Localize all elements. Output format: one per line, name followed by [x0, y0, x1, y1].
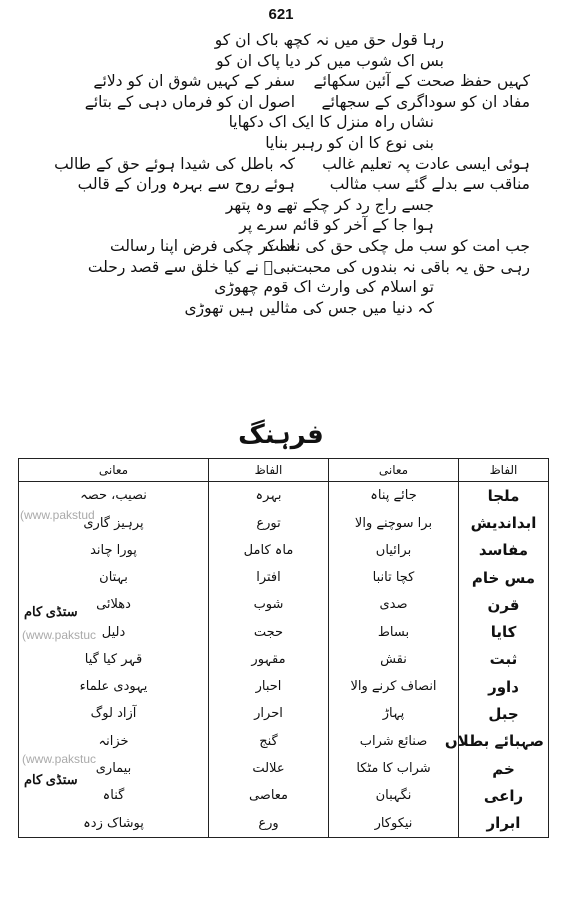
glossary-word: خم	[459, 755, 549, 782]
glossary-word: صہبائے بطلاں	[459, 728, 549, 755]
verse-first-half: کہ دنیا میں جس کی مثالیں ہیں تھوڑی	[184, 298, 434, 317]
glossary-word: تورع	[209, 509, 329, 536]
glossary-meaning: نیکوکار	[329, 809, 459, 837]
glossary-word: گنج	[209, 728, 329, 755]
verse-second-half: سفر کے کہیں شوق ان کو دلائے	[93, 72, 295, 91]
glossary-row	[19, 482, 549, 510]
watermark-text: (www.pakstud	[20, 508, 95, 522]
glossary-meaning: پہاڑ	[329, 700, 459, 727]
glossary-row	[19, 646, 549, 673]
verse-first-half: مناقب سے بدلے گئے سب مثالب	[329, 175, 530, 194]
glossary-meaning: دلیل	[19, 618, 209, 645]
glossary-meaning: شراب کا مٹکا	[329, 755, 459, 782]
glossary-word: شوب	[209, 591, 329, 618]
glossary-word: علالت	[209, 755, 329, 782]
poem	[30, 30, 530, 318]
glossary-word: ثبت	[459, 646, 549, 673]
verse-first-half: جسے راج رد کر چکے تھے وہ پتھر	[225, 195, 434, 214]
verse-first-half: نشاں راہ منزل کا ایک اک دکھایا	[228, 113, 434, 132]
glossary-row	[19, 782, 549, 809]
verse-first-half: بس اک شوب میں کر دیا پاک ان کو	[216, 51, 444, 70]
glossary-meaning: آزاد لوگ	[19, 700, 209, 727]
glossary-meaning: کچا تانبا	[329, 564, 459, 591]
glossary-meaning: نقش	[329, 646, 459, 673]
glossary-word: احبار	[209, 673, 329, 700]
verse-first-half: ہوا جا کے آخر کو قائم سرے پر	[239, 216, 434, 235]
glossary-meaning: بہتان	[19, 564, 209, 591]
verse-first-half: مفاد ان کو سوداگری کے سجھائے	[321, 92, 530, 111]
glossary-title: فرہنگ	[238, 420, 324, 450]
glossary-word: مس خام	[459, 564, 549, 591]
watermark-text: (www.pakstuc	[22, 628, 97, 642]
glossary-table	[18, 458, 549, 838]
glossary-row	[19, 509, 549, 536]
glossary-word: ابداندیش	[459, 509, 549, 536]
glossary-meaning: یہودی علماء	[19, 673, 209, 700]
verse-line	[30, 71, 530, 92]
glossary-meaning: پورا چاند	[19, 537, 209, 564]
glossary-meaning: بساط	[329, 618, 459, 645]
glossary-word: معاصی	[209, 782, 329, 809]
verse-second-half: ادا کر چکی فرض اپنا رسالت	[109, 236, 295, 255]
glossary-word: داور	[459, 673, 549, 700]
verse-line	[30, 154, 530, 175]
verse-line	[30, 133, 530, 154]
glossary-word: احرار	[209, 700, 329, 727]
glossary-row	[19, 755, 549, 782]
glossary-word: ملجا	[459, 482, 549, 510]
glossary-word: ابرار	[459, 809, 549, 837]
glossary-word: افترا	[209, 564, 329, 591]
glossary-word: قرن	[459, 591, 549, 618]
glossary-row	[19, 591, 549, 618]
glossary-row	[19, 618, 549, 645]
glossary-word: مقہور	[209, 646, 329, 673]
header-words-1: الفاظ	[459, 459, 549, 482]
glossary-meaning: خزانہ	[19, 728, 209, 755]
glossary-row	[19, 537, 549, 564]
verse-first-half: تو اسلام کی وارث اک قوم چھوڑی	[214, 278, 434, 297]
glossary-word: حجت	[209, 618, 329, 645]
header-meanings-1: معانی	[329, 459, 459, 482]
verse-line	[30, 277, 530, 298]
verse-first-half: بنی نوع کا ان کو رہبر بنایا	[265, 133, 434, 152]
verse-second-half: نبیؐ نے کیا خلق سے قصد رحلت	[87, 257, 295, 276]
glossary-meaning: انصاف کرنے والا	[329, 673, 459, 700]
verse-first-half: جب امت کو سب مل چکی حق کی نعمت	[264, 236, 530, 255]
glossary-meaning: قہر کیا گیا	[19, 646, 209, 673]
verse-line	[30, 236, 530, 257]
verse-second-half: اصول ان کو فرماں دہی کے بتائے	[84, 92, 295, 111]
verse-second-half: کہ باطل کی شیدا ہوئے حق کے طالب	[54, 154, 295, 173]
watermark-text: ستڈی کام	[24, 772, 78, 787]
verse-line	[30, 92, 530, 113]
glossary-meaning: صنائع شراب	[329, 728, 459, 755]
watermark-text: (www.pakstuc	[22, 752, 97, 766]
watermark-text: ستڈی کام	[24, 604, 78, 619]
glossary-meaning: نصیب، حصہ	[19, 482, 209, 510]
verse-first-half: ہوئی ایسی عادت پہ تعلیم غالب	[322, 154, 530, 173]
glossary-meaning: صدی	[329, 591, 459, 618]
glossary-row	[19, 673, 549, 700]
verse-line	[30, 30, 530, 51]
glossary-word: کایا	[459, 618, 549, 645]
glossary-word: جبل	[459, 700, 549, 727]
glossary-row	[19, 809, 549, 837]
verse-second-half: ہوئے روح سے بہرہ وران کے قالب	[77, 175, 295, 194]
glossary-meaning: جائے پناہ	[329, 482, 459, 510]
verse-line	[30, 257, 530, 278]
verse-first-half: رہی حق یہ باقی نہ بندوں کی محبت	[292, 257, 530, 276]
glossary-meaning: گناہ	[19, 782, 209, 809]
glossary-word: راعی	[459, 782, 549, 809]
glossary-row	[19, 564, 549, 591]
glossary-word: مفاسد	[459, 537, 549, 564]
verse-line	[30, 215, 530, 236]
page-number: 621	[268, 6, 294, 23]
verse-first-half: رہا قول حق میں نہ کچھ باک ان کو	[214, 31, 444, 49]
verse-line	[30, 195, 530, 216]
glossary-word: ورع	[209, 809, 329, 837]
header-meanings-2: معانی	[19, 459, 209, 482]
verse-line	[30, 112, 530, 133]
glossary-meaning: پوشاک زدہ	[19, 809, 209, 837]
glossary-meaning: برا سوچنے والا	[329, 509, 459, 536]
verse-line	[30, 51, 530, 72]
glossary-row	[19, 728, 549, 755]
glossary-word: ماہ کامل	[209, 537, 329, 564]
header-words-2: الفاظ	[209, 459, 329, 482]
glossary-word: بہرہ	[209, 482, 329, 510]
verse-line	[30, 174, 530, 195]
glossary-body	[19, 482, 549, 838]
glossary-meaning: نگہبان	[329, 782, 459, 809]
verse-line	[30, 298, 530, 319]
glossary-meaning: برائیاں	[329, 537, 459, 564]
glossary-row	[19, 700, 549, 727]
glossary-meaning: بیماری	[19, 755, 209, 782]
glossary-meaning: دھلائی	[19, 591, 209, 618]
verse-first-half: کہیں حفظ صحت کے آئین سکھائے	[313, 72, 530, 91]
glossary-meaning: پرہیز گاری	[19, 509, 209, 536]
glossary-header-row	[19, 459, 549, 482]
